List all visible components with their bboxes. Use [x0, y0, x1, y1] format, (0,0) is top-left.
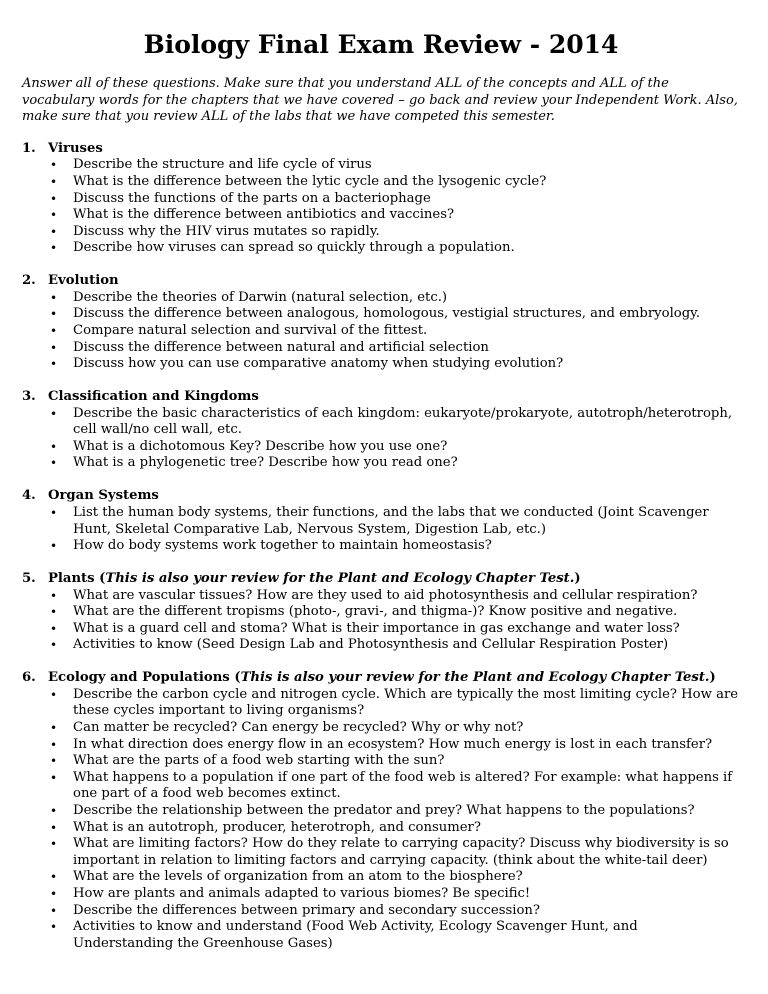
- bullet-icon: •: [50, 920, 58, 935]
- bullet-icon: •: [50, 687, 58, 702]
- bullet-icon: •: [50, 241, 58, 256]
- bullet-icon: •: [50, 837, 58, 852]
- list-item-text: What are the different tropisms (photo-, gravi-, and thigma-)? Know positive and negative.: [73, 604, 678, 620]
- bullet-icon: •: [50, 357, 58, 372]
- document-title: Biology Final Exam Review - 2014: [143, 30, 619, 59]
- list-item-text: What is a dichotomous Key? Describe how you use one?: [73, 438, 448, 454]
- bullet-list: [22, 157, 740, 257]
- bullet-icon: •: [50, 439, 58, 454]
- review-section: [22, 571, 740, 654]
- list-item-text: How are plants and animals adapted to various biomes? Be specific!: [73, 886, 531, 902]
- bullet-icon: •: [50, 224, 58, 239]
- section-title: Evolution: [48, 273, 119, 289]
- section-title-wrap: [48, 273, 740, 290]
- bullet-icon: •: [50, 770, 58, 785]
- list-item-text: What are the parts of a food web starting with the sun?: [73, 753, 445, 769]
- bullet-icon: •: [50, 754, 58, 769]
- list-item: [48, 687, 740, 720]
- list-item: [48, 323, 740, 340]
- bullet-list: [22, 687, 740, 953]
- list-item: [48, 621, 740, 638]
- section-heading: [22, 670, 740, 687]
- list-item-text: What are limiting factors? How do they relate to carrying capacity? Discuss why biodiversity is so important in relation to limiting factors and carrying capacity. (think about the white-tail deer): [73, 836, 729, 868]
- section-heading: [22, 273, 740, 290]
- list-item: [48, 604, 740, 621]
- section-title-wrap: [48, 488, 740, 505]
- list-item: [48, 869, 740, 886]
- list-item: [48, 340, 740, 357]
- bullet-icon: •: [50, 539, 58, 554]
- list-item: [48, 720, 740, 737]
- list-item: [48, 290, 740, 307]
- list-item: [48, 919, 740, 952]
- list-item-text: What is an autotroph, producer, heterotroph, and consumer?: [73, 819, 481, 835]
- list-item-text: What is the difference between antibiotics and vaccines?: [73, 207, 455, 223]
- review-section: [22, 273, 740, 373]
- bullet-icon: •: [50, 903, 58, 918]
- list-item: [48, 737, 740, 754]
- bullet-icon: •: [50, 737, 58, 752]
- list-item: [48, 538, 740, 555]
- sections-container: [22, 141, 740, 953]
- section-title: Ecology and Populations (: [48, 670, 241, 686]
- section-heading: [22, 141, 740, 158]
- bullet-icon: •: [50, 324, 58, 339]
- review-section: [22, 670, 740, 952]
- section-heading: [22, 488, 740, 505]
- bullet-icon: •: [50, 870, 58, 885]
- bullet-icon: •: [50, 191, 58, 206]
- list-item: [48, 803, 740, 820]
- list-item: [48, 406, 740, 439]
- bullet-icon: •: [50, 208, 58, 223]
- list-item-text: List the human body systems, their functions, and the labs that we conducted (Joint Scavenger Hunt, Skeletal Comparative Lab, Nervous System, Digestion Lab, etc.): [73, 504, 709, 537]
- section-number: 4.: [22, 488, 36, 504]
- bullet-icon: •: [50, 887, 58, 902]
- list-item-text: What is a phylogenetic tree? Describe how you read one?: [73, 455, 458, 471]
- list-item-text: Describe the theories of Darwin (natural selection, etc.): [73, 289, 448, 305]
- review-section: [22, 488, 740, 554]
- list-item-text: Activities to know (Seed Design Lab and Photosynthesis and Cellular Respiration Poster): [73, 637, 669, 653]
- section-heading: [22, 571, 740, 588]
- bullet-icon: •: [50, 621, 58, 636]
- bullet-icon: •: [50, 174, 58, 189]
- list-item-text: In what direction does energy flow in an ecosystem? How much energy is lost in each transfer?: [73, 736, 713, 752]
- list-item: [48, 505, 740, 538]
- list-item-text: Discuss why the HIV virus mutates so rapidly.: [73, 223, 380, 239]
- review-section: [22, 389, 740, 472]
- bullet-icon: •: [50, 158, 58, 173]
- list-item: [48, 886, 740, 903]
- section-number: 2.: [22, 273, 36, 289]
- bullet-icon: •: [50, 456, 58, 471]
- list-item: [48, 207, 740, 224]
- section-title-wrap: [48, 141, 740, 158]
- bullet-list: [22, 406, 740, 472]
- list-item: [48, 455, 740, 472]
- list-item-text: Describe how viruses can spread so quickly through a population.: [73, 240, 515, 256]
- section-title-wrap: [48, 670, 740, 687]
- list-item: [48, 753, 740, 770]
- bullet-icon: •: [50, 638, 58, 653]
- section-title: Organ Systems: [48, 488, 159, 504]
- list-item-text: Describe the relationship between the predator and prey? What happens to the populations?: [73, 803, 695, 819]
- section-title: Viruses: [48, 140, 103, 156]
- bullet-icon: •: [50, 406, 58, 421]
- list-item-text: Describe the basic characteristics of each kingdom: eukaryote/prokaryote, autotroph/heterotroph, cell wall/no cell wall, etc.: [73, 405, 733, 438]
- section-note: This is also your review for the Plant and Ecology Chapter Test.: [105, 571, 575, 587]
- section-note-close: ): [574, 571, 581, 587]
- bullet-list: [22, 290, 740, 373]
- list-item-text: Describe the structure and life cycle of virus: [73, 157, 372, 173]
- bullet-icon: •: [50, 505, 58, 520]
- list-item-text: Activities to know and understand (Food Web Activity, Ecology Scavenger Hunt, and Understanding the Greenhouse Gases): [73, 919, 638, 951]
- bullet-icon: •: [50, 340, 58, 355]
- section-number: 3.: [22, 389, 36, 405]
- list-item-text: How do body systems work together to maintain homeostasis?: [73, 538, 492, 554]
- section-heading: [22, 389, 740, 406]
- list-item-text: What are vascular tissues? How are they used to aid photosynthesis and cellular respiration?: [73, 587, 698, 603]
- section-note: This is also your review for the Plant and Ecology Chapter Test.: [240, 670, 710, 686]
- bullet-icon: •: [50, 820, 58, 835]
- list-item: [48, 240, 740, 257]
- list-item-text: What is a guard cell and stoma? What is their importance in gas exchange and water loss?: [73, 620, 680, 636]
- list-item: [48, 191, 740, 208]
- list-item: [48, 588, 740, 605]
- list-item-text: Discuss the functions of the parts on a bacteriophage: [73, 190, 431, 206]
- section-number: 1.: [22, 140, 36, 156]
- list-item: [48, 439, 740, 456]
- list-item: [48, 903, 740, 920]
- list-item: [48, 224, 740, 241]
- section-number: 5.: [22, 571, 36, 587]
- list-item-text: Can matter be recycled? Can energy be recycled? Why or why not?: [73, 720, 524, 736]
- list-item: [48, 157, 740, 174]
- bullet-icon: •: [50, 588, 58, 603]
- bullet-icon: •: [50, 290, 58, 305]
- section-note-close: ): [709, 670, 716, 686]
- list-item-text: Discuss the difference between natural and artificial selection: [73, 339, 489, 355]
- list-item-text: Describe the differences between primary and secondary succession?: [73, 902, 540, 918]
- section-title: Classification and Kingdoms: [48, 389, 259, 405]
- list-item: [48, 637, 740, 654]
- list-item-text: What are the levels of organization from an atom to the biosphere?: [73, 869, 523, 885]
- list-item: [48, 306, 740, 323]
- bullet-list: [22, 505, 740, 555]
- review-section: [22, 141, 740, 257]
- list-item: [48, 770, 740, 803]
- bullet-icon: •: [50, 307, 58, 322]
- bullet-list: [22, 588, 740, 654]
- list-item-text: What happens to a population if one part of the food web is altered? For example: what happens if one part of a food web becomes extinct.: [73, 769, 733, 802]
- list-item: [48, 820, 740, 837]
- list-item-text: Discuss the difference between analogous, homologous, vestigial structures, and embryology.: [73, 306, 701, 322]
- list-item: [48, 174, 740, 191]
- section-title-wrap: [48, 571, 740, 588]
- section-title: Plants (: [48, 571, 106, 587]
- list-item: [48, 356, 740, 373]
- list-item-text: Compare natural selection and survival of the fittest.: [73, 323, 428, 339]
- bullet-icon: •: [50, 721, 58, 736]
- list-item-text: Describe the carbon cycle and nitrogen cycle. Which are typically the most limiting cycle? How are these cycles important to living organisms?: [73, 686, 739, 719]
- list-item: [48, 836, 740, 869]
- list-item-text: Discuss how you can use comparative anatomy when studying evolution?: [73, 356, 564, 372]
- bullet-icon: •: [50, 804, 58, 819]
- list-item-text: What is the difference between the lytic cycle and the lysogenic cycle?: [73, 173, 547, 189]
- section-number: 6.: [22, 670, 36, 686]
- intro-paragraph: Answer all of these questions. Make sure that you understand ALL of the concepts and ALL of the vocabulary words for the chapters that we have covered – go back and review your Independent Work. Also, make sure that you review ALL of the labs that we have competed this semester.: [22, 76, 738, 125]
- section-title-wrap: [48, 389, 740, 406]
- bullet-icon: •: [50, 605, 58, 620]
